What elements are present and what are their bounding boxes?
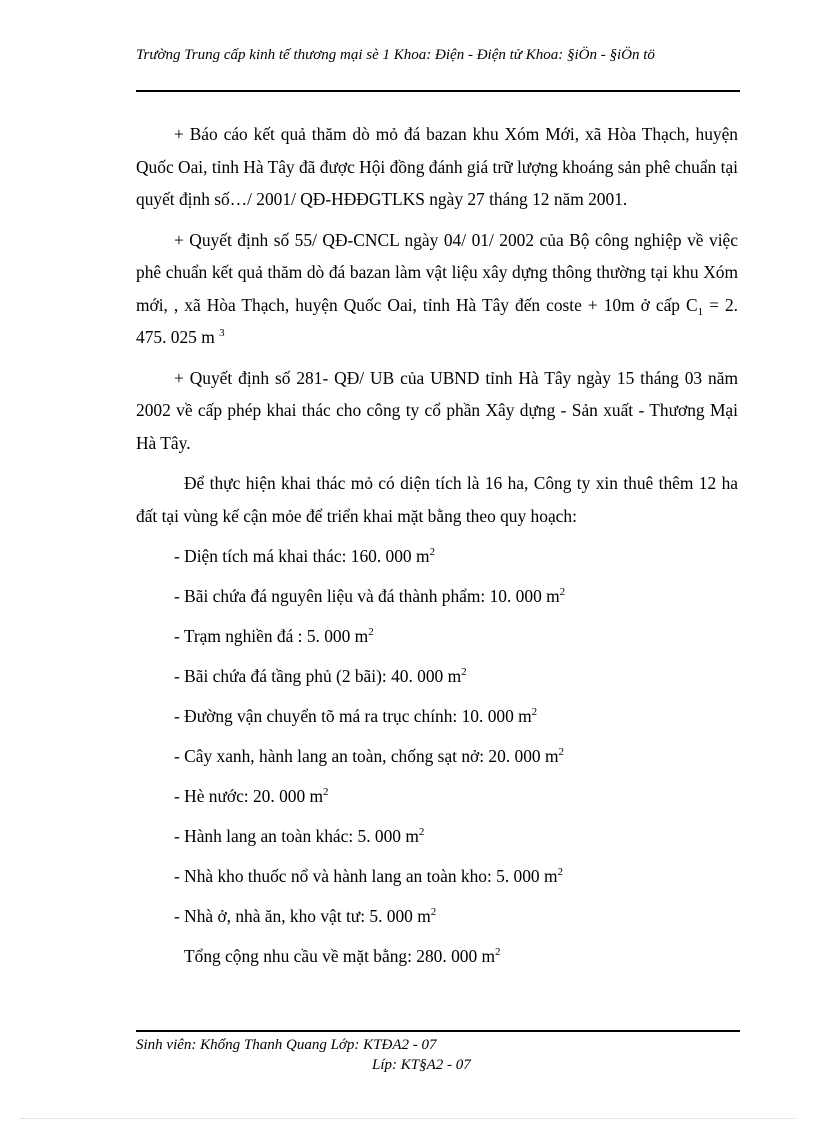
list-item (174, 860, 738, 894)
area-exponent: 2 (558, 746, 564, 758)
total-area (184, 940, 738, 974)
page-footer (136, 1035, 740, 1075)
list-item (174, 780, 738, 814)
reserve-volume: = 2. 475. 025 m (136, 294, 738, 347)
list-item (174, 540, 738, 574)
paragraph-plan-intro (136, 467, 738, 532)
list-item-text: - Nhà kho thuốc nổ và hành lang an toàn kho: 5. 000 m (174, 866, 558, 886)
area-exponent: 2 (430, 906, 437, 918)
area-exponent: 2 (461, 666, 467, 678)
area-exponent: 2 (323, 786, 329, 798)
list-item (174, 700, 738, 734)
header-rule (136, 90, 740, 92)
area-exponent: 2 (557, 866, 563, 878)
paragraph-decision-55 (136, 224, 738, 354)
area-exponent: 2 (368, 626, 374, 638)
list-item (174, 820, 738, 854)
area-exponent: 2 (531, 706, 538, 718)
total-area-text: Tổng cộng nhu cầu về mặt bằng: 280. 000 m (184, 946, 496, 966)
list-item-text: - Hè nước: 20. 000 m (174, 786, 324, 806)
list-item-text: - Đường vận chuyển tõ má ra trục chính: 10. 000 m (174, 706, 532, 726)
footer-class: Líp: KT§A2 - 07 (372, 1057, 471, 1073)
list-item-text: - Bãi chứa đá tầng phủ (2 bãi): 40. 000 m (174, 666, 462, 686)
list-item (174, 580, 738, 614)
page-header (136, 46, 740, 65)
list-item-text: - Diện tích má khai thác: 160. 000 m (174, 546, 430, 566)
paragraph-report (136, 118, 738, 216)
list-item-text: - Bãi chứa đá nguyên liệu và đá thành phẩm: 10. 000 m (174, 586, 560, 606)
area-exponent: 2 (418, 826, 425, 838)
grade-subscript: 1 (697, 305, 704, 318)
list-item-text: - Nhà ở, nhà ăn, kho vật tư: 5. 000 m (174, 906, 431, 926)
area-exponent: 2 (429, 546, 435, 558)
footer-student: Sinh viên: Khổng Thanh Quang Lớp: KTĐA2 - 07 (136, 1037, 437, 1053)
paragraph-decision-281-text: + Quyết định số 281- QĐ/ UB của UBND tỉnh Hà Tây ngày 15 tháng 03 năm 2002 về cấp phép khai thác cho công ty cổ phần Xây dựng - Sản xuất - Thương Mại Hà Tây. (136, 367, 738, 453)
paragraph-decision-281 (136, 362, 738, 460)
document-body (136, 118, 738, 974)
total-area-exponent: 2 (495, 946, 501, 958)
header-text: Trường Trung cấp kinh tế thương mại sè 1 Khoa: Điện - Điện tử Khoa: §iÖn - §iÖn tö (136, 47, 655, 63)
list-item (174, 620, 738, 654)
paragraph-plan-intro-text: Để thực hiện khai thác mỏ có diện tích là 16 ha, Công ty xin thuê thêm 12 ha đất tại vùng kế cận mỏe để triển khai mặt bằng theo quy hoạch: (136, 473, 738, 526)
list-item (174, 900, 738, 934)
paragraph-report-text: + Báo cáo kết quả thăm dò mỏ đá bazan khu Xóm Mới, xã Hòa Thạch, huyện Quốc Oai, tỉnh Hà Tây đã được Hội đồng đánh giá trữ lượng khoáng sản phê chuẩn tại quyết định số…/ 2001/ QĐ-HĐĐGTLKS ngày 27 tháng 12 năm 2001. (136, 124, 738, 209)
list-item (174, 660, 738, 694)
list-item (174, 740, 738, 774)
list-item-text: - Cây xanh, hành lang an toàn, chống sạt nở: 20. 000 m (174, 746, 559, 766)
area-exponent: 2 (559, 586, 566, 598)
paragraph-decision-55-text: + Quyết định số 55/ QĐ-CNCL ngày 04/ 01/ 2002 của Bộ công nghiệp về việc phê chuẩn kết quả thăm dò đá bazan làm vật liệu xây dựng thông thường tại khu Xóm mới, , xã Hòa Thạch, huyện Quốc Oai, tỉnh Hà Tây đến coste + 10m ở cấp C (136, 229, 738, 315)
list-item-text: - Trạm nghiền đá : 5. 000 m (174, 626, 369, 646)
list-item-text: - Hành lang an toàn khác: 5. 000 m (174, 826, 419, 846)
land-use-list (136, 540, 738, 934)
footer-rule (136, 1030, 740, 1032)
volume-exponent: 3 (219, 327, 225, 339)
page-bottom-border (20, 1118, 796, 1119)
